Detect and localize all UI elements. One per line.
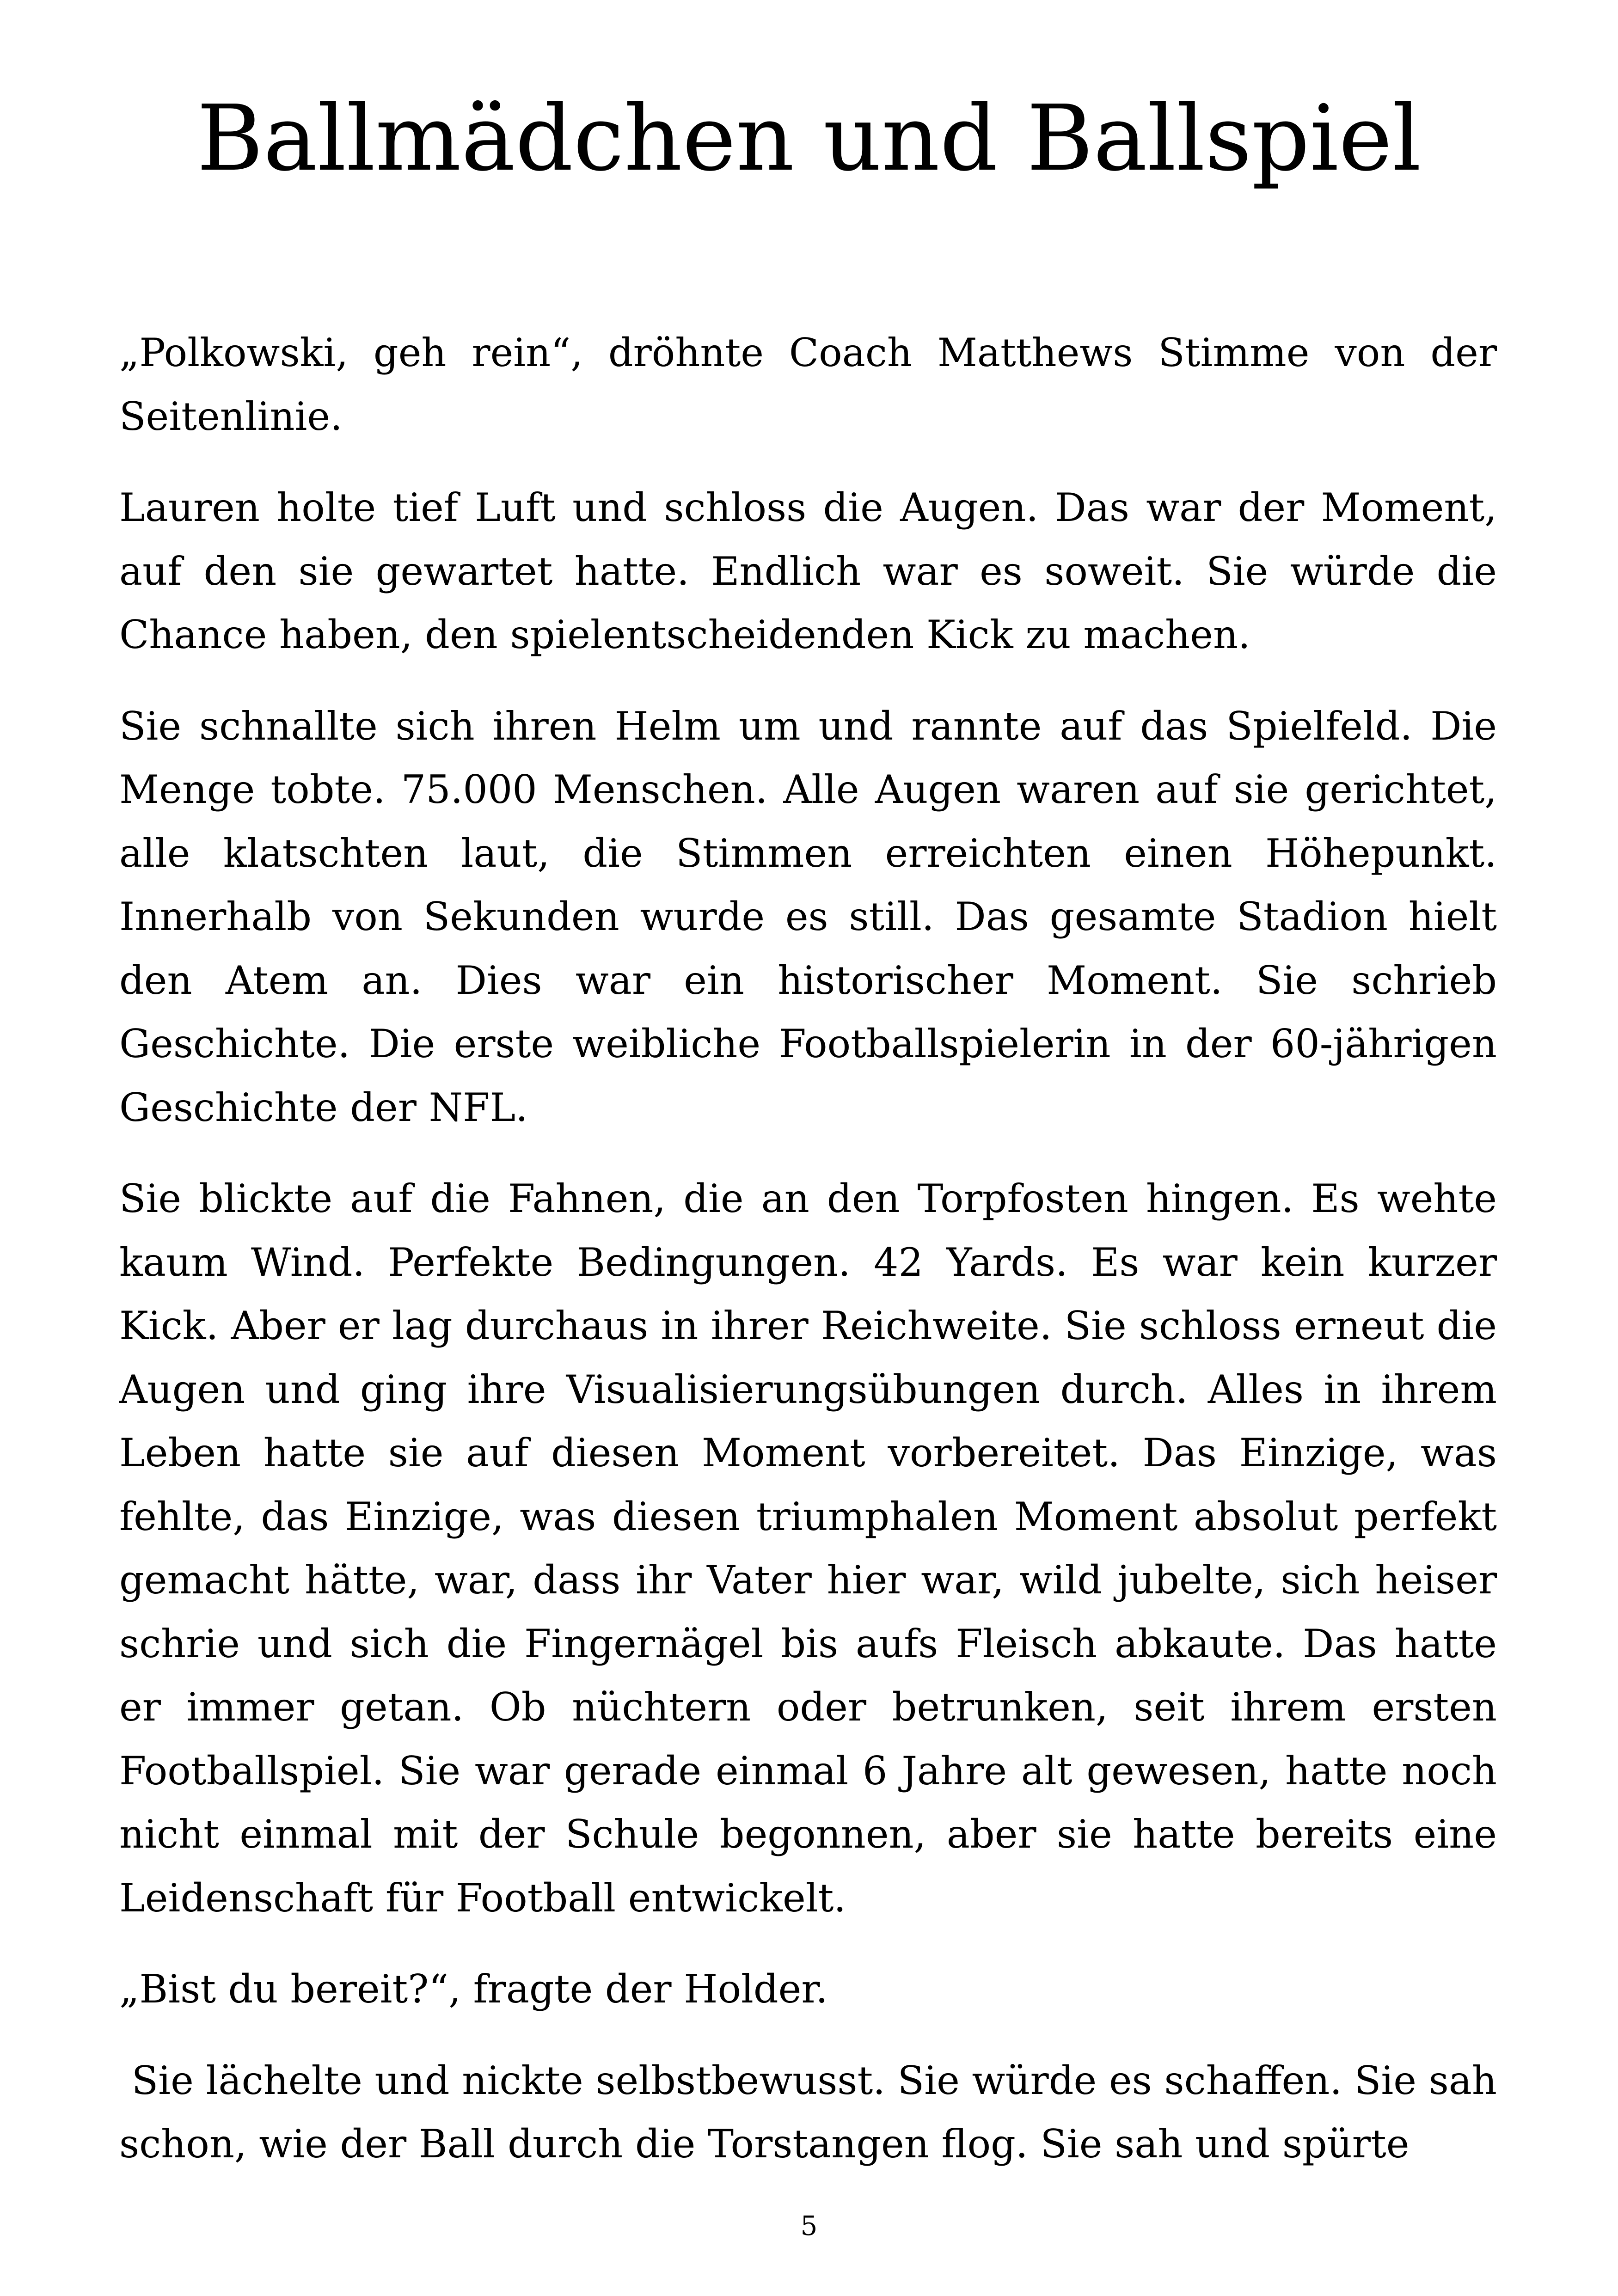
paragraph: „Polkowski, geh rein“, dröhnte Coach Matthews Stimme von der Seitenlinie. [119,330,1497,439]
paragraph: Sie schnallte sich ihren Helm um und rannte auf das Spielfeld. Die Menge tobte. 75.000 Menschen. Alle Augen waren auf sie gerichtet, alle klatschten laut, die Stimmen erreichten einen Höhepunkt. Innerhalb von Sekunden wurde es still. Das gesamte Stadion hielt den Atem an. Dies war ein historischer Moment. Sie schrieb Geschichte. Die erste weibliche Footballspielerin in der 60-jährigen Geschichte der NFL. [119,703,1497,1130]
paragraph: Sie blickte auf die Fahnen, die an den Torpfosten hingen. Es wehte kaum Wind. Perfekte Bedingungen. 42 Yards. Es war kein kurzer Kick. Aber er lag durchaus in ihrer Reichweite. Sie schloss erneut die Augen und ging ihre Visualisierungsübungen durch. Alles in ihrem Leben hatte sie auf diesen Moment vorbereitet. Das Einzige, was fehlte, das Einzige, was diesen triumphalen Moment absolut perfekt gemacht hätte, war, dass ihr Vater hier war, wild jubelte, sich heiser schrie und sich die Fingernägel bis aufs Fleisch abkaute. Das hatte er immer getan. Ob nüchtern oder betrunken, seit ihrem ersten Footballspiel. Sie war gerade einmal 6 Jahre alt gewesen, hatte noch nicht einmal mit der Schule begonnen, aber sie hatte bereits eine Leidenschaft für Football entwickelt. [119,1176,1497,1921]
paragraph: „Bist du bereit?“, fragte der Holder. [119,1966,828,2012]
chapter-title: Ballmädchen und Ballspiel [196,86,1422,191]
page-number: 5 [800,2210,818,2241]
paragraph: Sie lächelte und nickte selbstbewusst. Sie würde es schaffen. Sie sah schon, wie der Ball durch die Torstangen flog. Sie sah und spürte [119,2057,1509,2167]
paragraph: Lauren holte tief Luft und schloss die Augen. Das war der Moment, auf den sie gewartet hatte. Endlich war es soweit. Sie würde die Chance haben, den spielentscheidenden Kick zu machen. [119,485,1497,657]
chapter-body [119,321,1509,2204]
